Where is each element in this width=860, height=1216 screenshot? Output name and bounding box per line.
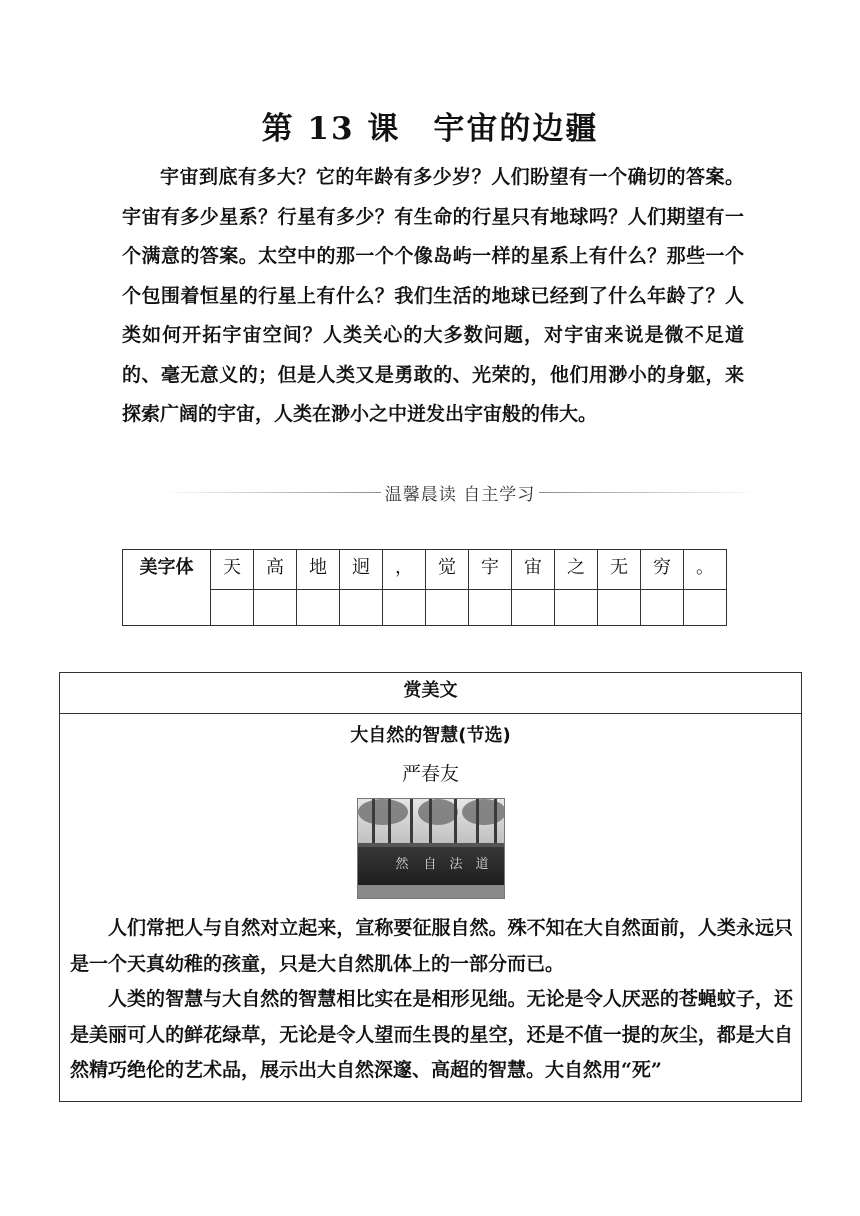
photo-foliage [462, 799, 505, 825]
temple-wall-photo [357, 798, 505, 899]
practice-cell [684, 590, 727, 626]
practice-cell [211, 590, 254, 626]
practice-cell [254, 590, 297, 626]
photo-inscription-char: 法 [449, 857, 463, 872]
photo-inscription-char: 道 [475, 857, 489, 872]
calligraphy-char: 迥 [340, 550, 383, 590]
calligraphy-char: 天 [211, 550, 254, 590]
practice-cell [469, 590, 512, 626]
photo-foliage [418, 799, 458, 825]
essay-body [60, 911, 801, 1089]
intro-paragraph: 宇宙到底有多大？它的年龄有多少岁？人们盼望有一个确切的答案。宇宙有多少星系？行星有多少？有生命的行星只有地球吗？人们期望有一个满意的答案。太空中的那一个个像岛屿一样的星系上有什么？那些一个个包围着恒星的行星上有什么？我们生活的地球已经到了什么年龄了？人类如何开拓宇宙空间？人类关心的大多数问题，对宇宙来说是微不足道的、毫无意义的；但是人类又是勇敢的、光荣的，他们用渺小的身躯，来探索广阔的宇宙，人类在渺小之中迸发出宇宙般的伟大。 [122, 166, 744, 425]
reading-box [59, 672, 802, 1102]
calligraphy-char: 宇 [469, 550, 512, 590]
practice-cell [297, 590, 340, 626]
practice-cell [641, 590, 684, 626]
calligraphy-char: 觉 [426, 550, 469, 590]
practice-cell [555, 590, 598, 626]
calligraphy-practice-table [122, 549, 727, 626]
essay-paragraph: 人类的智慧与大自然的智慧相比实在是相形见绌。无论是令人厌恶的苍蝇蚊子，还是美丽可人的鲜花绿草，无论是令人望而生畏的星空，还是不值一提的灰尘，都是大自然精巧绝伦的艺术品，展示出大自然深邃、高超的智慧。大自然用“死” [70, 988, 793, 1081]
calligraphy-header: 美字体 [123, 550, 211, 626]
calligraphy-char: 。 [684, 550, 727, 590]
calligraphy-char: 宙 [512, 550, 555, 590]
reading-box-heading: 赏美文 [60, 673, 801, 714]
practice-cell [383, 590, 426, 626]
calligraphy-char: 地 [297, 550, 340, 590]
photo-inscription-char: 自 [423, 857, 437, 872]
practice-cell [512, 590, 555, 626]
essay-title: 大自然的智慧(节选) [350, 725, 511, 746]
calligraphy-char: 高 [254, 550, 297, 590]
section-divider-label: 温馨晨读 自主学习 [384, 484, 536, 505]
photo-foliage [358, 799, 408, 825]
practice-cell [340, 590, 383, 626]
calligraphy-char: 之 [555, 550, 598, 590]
photo-ground [358, 885, 504, 898]
practice-cell [598, 590, 641, 626]
lesson-title: 第 13 课 宇宙的边疆 [261, 111, 599, 147]
divider-line-left [160, 492, 381, 493]
essay-author: 严春友 [401, 763, 459, 785]
divider-line-right [539, 492, 760, 493]
calligraphy-char: 无 [598, 550, 641, 590]
calligraphy-char: 穷 [641, 550, 684, 590]
section-divider [160, 480, 760, 504]
essay-paragraph: 人们常把人与自然对立起来，宣称要征服自然。殊不知在大自然面前，人类永远只是一个天真幼稚的孩童，只是大自然肌体上的一部分而已。 [70, 917, 793, 975]
calligraphy-char: ， [383, 550, 426, 590]
practice-cell [426, 590, 469, 626]
photo-inscription-char: 然 [395, 857, 409, 872]
photo-wall-trim [358, 843, 504, 847]
